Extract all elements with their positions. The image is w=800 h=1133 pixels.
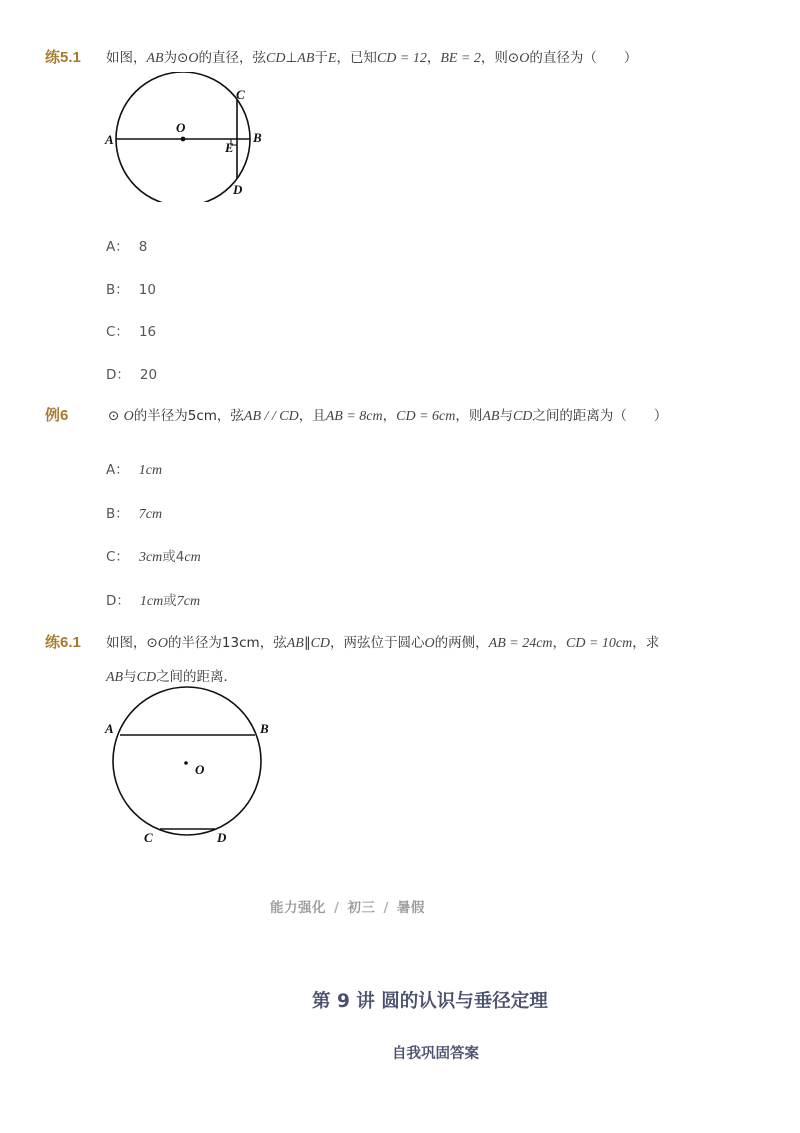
question-text-line-2: AB与CD之间的距离．: [106, 669, 238, 685]
point-label-d: D: [233, 182, 243, 197]
circle-figure-1: [100, 72, 270, 202]
point-label-e: E: [225, 140, 234, 155]
option-b[interactable]: B： 7cm: [106, 506, 163, 522]
point-label-b: B: [253, 130, 262, 145]
question-label: 练6.1: [45, 634, 81, 651]
point-label-c: C: [144, 830, 153, 845]
circle: [113, 687, 261, 835]
question-text: 如图，AB为⊙O的直径，弦CD⊥AB于E，已知CD = 12，BE = 2，则⊙O的直径为（ ）: [106, 50, 638, 66]
center-point: [184, 761, 188, 765]
question-label: 练5.1: [45, 49, 81, 66]
page-subtitle: 自我巩固答案: [392, 1046, 479, 1062]
question-label: 例6: [45, 407, 69, 424]
question-text: 如图，⊙O的半径为13cm，弦AB∥CD，两弦位于圆心O的两侧，AB = 24cm，CD = 10cm，求: [106, 635, 660, 651]
point-label-d: D: [217, 830, 227, 845]
page-title: 第 9 讲 圆的认识与垂径定理: [312, 991, 548, 1012]
circle-figure-2: [100, 685, 280, 850]
option-c[interactable]: C： 3cm或4cm: [106, 549, 201, 565]
option-c[interactable]: C： 16: [106, 324, 157, 340]
option-b[interactable]: B： 10: [106, 282, 156, 298]
point-label-o: O: [195, 762, 205, 777]
question-text: ⊙ O的半径为5cm，弦AB / / CD，且AB = 8cm，CD = 6cm，则AB与CD之间的距离为（ ）: [108, 408, 668, 424]
point-label-o: O: [176, 120, 186, 135]
option-a[interactable]: A： 1cm: [106, 462, 163, 478]
page-footer: 能力强化 / 初三 / 暑假: [270, 900, 425, 916]
point-label-a: A: [105, 721, 114, 736]
point-label-c: C: [236, 87, 245, 102]
option-a[interactable]: A： 8: [106, 239, 148, 255]
option-d[interactable]: D： 1cm或7cm: [106, 593, 201, 609]
option-d[interactable]: D： 20: [106, 367, 158, 383]
point-label-a: A: [105, 132, 114, 147]
point-label-b: B: [260, 721, 269, 736]
center-point: [181, 137, 186, 142]
